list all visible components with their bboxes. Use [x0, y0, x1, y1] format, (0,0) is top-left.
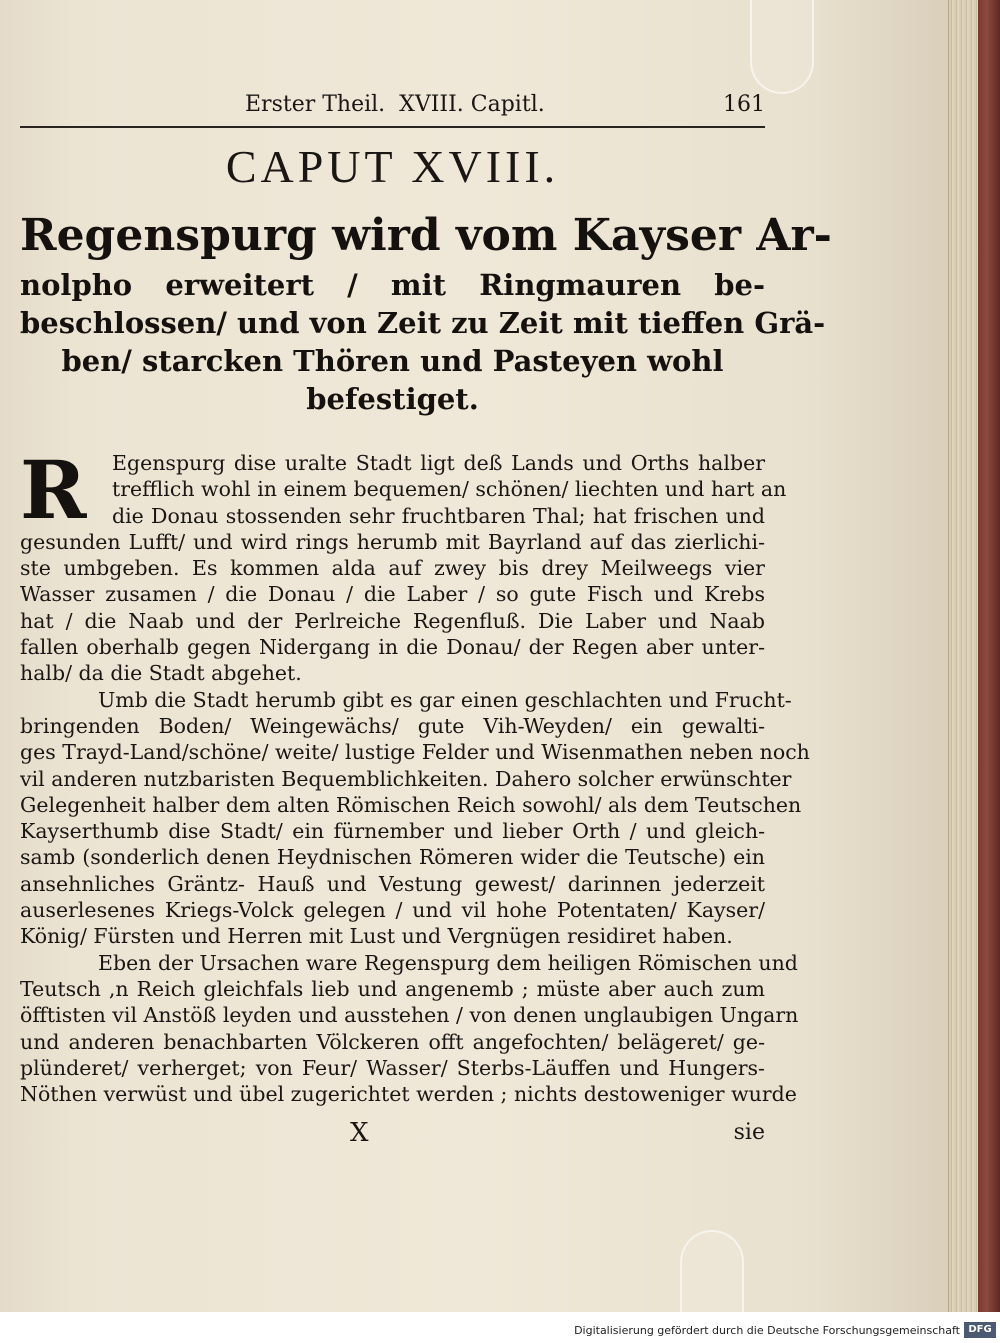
text-line: vil anderen nutzbaristen Bequemblichkeiten. Dahero solcher erwünschter	[20, 766, 792, 791]
text-line: Eben der Ursachen ware Regenspurg dem heiligen Römischen und	[98, 950, 798, 975]
funding-credit: Digitalisierung gefördert durch die Deutsche Forschungsgemeinschaft	[574, 1324, 960, 1337]
text-line: Gelegenheit halber dem alten Römischen Reich sowohl/ als dem Teutschen	[20, 792, 802, 817]
signature-mark: X	[350, 1118, 369, 1148]
text-line: trefflich wohl in einem bequemen/ schönen/ liechten und hart an	[112, 477, 787, 502]
text-line: Nöthen verwüst und übel zugerichtet werden ; nichts destoweniger wurde	[20, 1082, 797, 1107]
chapter-title-line: nolpho erweitert / mit Ringmauren be-	[20, 268, 765, 302]
running-head-center: XVIII. Capitl.	[399, 92, 545, 117]
text-line: gesunden Lufft/ und wird rings herumb mit Bayrland auf das zierlichi-	[20, 529, 765, 554]
running-head-left: Erster Theil.	[245, 92, 386, 117]
text-line: Kayserthumb dise Stadt/ ein fürnember und lieber Orth / und gleich-	[20, 819, 765, 844]
chapter-title-line: ben/ starcken Thören und Pasteyen wohl	[61, 344, 724, 378]
chapter-title-line: beschlossen/ und von Zeit zu Zeit mit tieffen Grä-	[20, 306, 826, 340]
chapter-title	[20, 206, 832, 418]
text-line: bringenden Boden/ Weingewächs/ gute Vih-Weyden/ ein gewalti-	[20, 713, 765, 738]
catchword: sie	[733, 1120, 765, 1145]
text-line: plünderet/ verherget; von Feur/ Wasser/ Sterbs-Läuffen und Hungers-	[20, 1055, 765, 1080]
page-holder-clip-bottom	[680, 1230, 744, 1312]
text-line: öfftisten vil Anstöß leyden und ausstehen / von denen unglaubigen Ungarn	[20, 1003, 799, 1028]
dfg-logo: DFG	[964, 1322, 996, 1338]
body-text	[20, 443, 810, 1107]
text-line: Teutsch ,n Reich gleichfals lieb und angenemb ; müste aber auch zum	[20, 976, 765, 1001]
running-head-text	[245, 92, 545, 117]
header-rule	[20, 126, 765, 128]
text-line: samb (sonderlich denen Heydnischen Römeren wider die Teutsche) ein	[20, 845, 765, 870]
digitization-footer	[0, 1312, 1000, 1343]
text-line: König/ Fürsten und Herren mit Lust und Vergnügen residiret haben.	[20, 924, 733, 949]
text-line: ges Trayd-Land/schöne/ weite/ lustige Felder und Wisenmathen neben noch	[20, 740, 810, 765]
chapter-title-line: Regenspurg wird vom Kayser Ar-	[20, 210, 832, 261]
book-cover-edge	[978, 0, 1000, 1312]
text-line: fallen oberhalb gegen Nidergang in die Donau/ der Regen aber unter-	[20, 635, 765, 660]
text-line: halb/ da die Stadt abgehet.	[20, 661, 302, 686]
text-line: hat / die Naab und der Perlreiche Regenfluß. Die Laber und Naab	[20, 608, 765, 633]
text-line: ste umbgeben. Es kommen alda auf zwey bis drey Meilweegs vier	[20, 556, 765, 581]
chapter-title-line: befestiget.	[306, 382, 479, 416]
text-line: und anderen benachbarten Völckeren offt angefochten/ belägeret/ ge-	[20, 1029, 765, 1054]
page-number: 161	[723, 92, 765, 117]
page-holder-clip-top	[750, 0, 814, 94]
text-line: ansehnliches Gräntz- Hauß und Vestung gewest/ darinnen jederzeit	[20, 871, 765, 896]
chapter-heading: CAPUT XVIII.	[225, 141, 560, 192]
decorated-initial: R	[20, 443, 87, 537]
text-line: Wasser zusamen / die Donau / die Laber / so gute Fisch und Krebs	[20, 582, 765, 607]
text-line: die Donau stossenden sehr fruchtbaren Thal; hat frischen und	[112, 503, 765, 528]
running-head	[20, 92, 765, 124]
text-line: Egenspurg dise uralte Stadt ligt deß Lands und Orths halber	[112, 451, 765, 475]
text-line: Umb die Stadt herumb gibt es gar einen geschlachten und Frucht-	[98, 687, 792, 712]
text-line: auserlesenes Kriegs-Volck gelegen / und vil hohe Potentaten/ Kayser/	[20, 898, 765, 923]
page-edges	[948, 0, 979, 1312]
